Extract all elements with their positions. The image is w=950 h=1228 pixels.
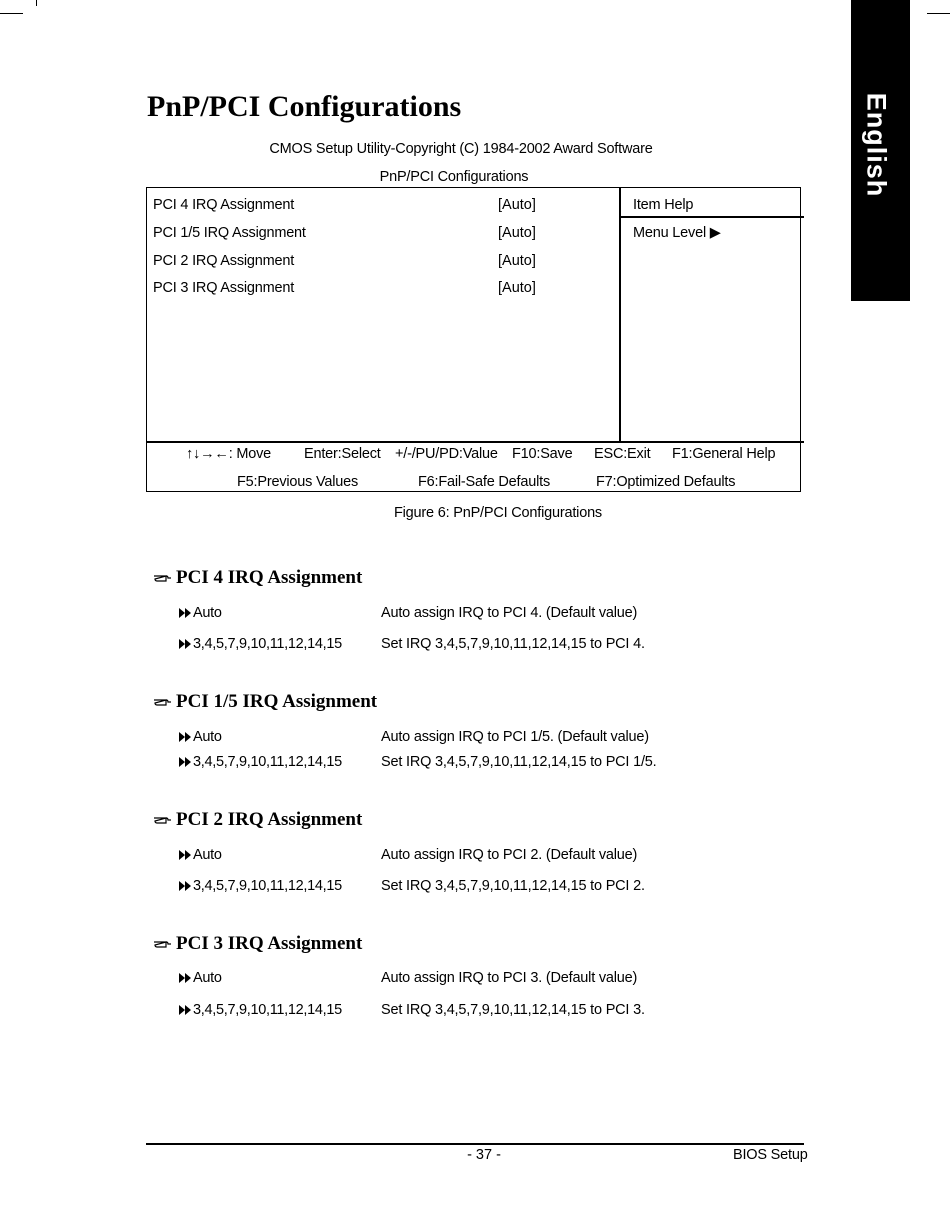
double-arrow-icon [178,732,192,742]
pointing-hand-icon [153,572,173,584]
option-value: 3,4,5,7,9,10,11,12,14,15 [193,1002,342,1018]
pointing-hand-icon [153,814,173,826]
option-item [178,729,222,745]
section-heading-pci3 [153,933,362,955]
section-title: PCI 4 IRQ Assignment [176,567,363,588]
page-number: - 37 - [467,1147,501,1163]
option-value: 3,4,5,7,9,10,11,12,14,15 [193,636,342,652]
language-tab-label: English [861,92,892,198]
section-heading-pci2 [153,809,362,831]
double-arrow-icon [178,850,192,860]
double-arrow-icon [178,1005,192,1015]
option-item [178,847,222,863]
option-description: Set IRQ 3,4,5,7,9,10,11,12,14,15 to PCI 1/5. [381,754,657,770]
footer-section-label: BIOS Setup [733,1147,808,1163]
pointing-hand-icon [153,696,173,708]
bios-option-pci3[interactable]: PCI 3 IRQ Assignment [153,280,295,296]
section-title: PCI 3 IRQ Assignment [176,933,363,954]
bios-option-pci15-value[interactable]: [Auto] [498,225,536,241]
keybar-divider [146,441,804,443]
option-item [178,636,342,652]
bios-option-pci2[interactable]: PCI 2 IRQ Assignment [153,253,295,269]
bios-screen-title: PnP/PCI Configurations [379,169,529,185]
option-description: Auto assign IRQ to PCI 4. (Default value) [381,605,638,621]
option-value: Auto [193,847,222,863]
bios-option-pci4[interactable]: PCI 4 IRQ Assignment [153,197,295,213]
section-title: PCI 1/5 IRQ Assignment [176,691,378,712]
double-arrow-icon [178,757,192,767]
double-arrow-icon [178,881,192,891]
option-description: Set IRQ 3,4,5,7,9,10,11,12,14,15 to PCI 3. [381,1002,645,1018]
menu-level-label: Menu Level ▶ [633,225,721,241]
option-value: Auto [193,605,222,621]
double-arrow-icon [178,973,192,983]
option-item [178,605,222,621]
crop-mark-top-left-vertical [36,0,37,6]
key-failsafe-defaults: F6:Fail-Safe Defaults [418,474,550,490]
footer-rule [146,1143,804,1145]
section-heading-pci15 [153,691,377,713]
bios-option-pci2-value[interactable]: [Auto] [498,253,536,269]
key-move: ↑↓→←: Move [186,446,272,462]
key-save: F10:Save [512,446,573,462]
option-value: 3,4,5,7,9,10,11,12,14,15 [193,754,342,770]
help-header-divider [619,216,804,218]
option-item [178,1002,342,1018]
option-value: Auto [193,970,222,986]
section-title: PCI 2 IRQ Assignment [176,809,363,830]
option-description: Auto assign IRQ to PCI 1/5. (Default value) [381,729,649,745]
bios-option-pci3-value[interactable]: [Auto] [498,280,536,296]
crop-mark-top-right [927,13,950,14]
pointing-hand-icon [153,938,173,950]
figure-caption: Figure 6: PnP/PCI Configurations [394,505,602,521]
key-general-help: F1:General Help [672,446,776,462]
key-previous-values: F5:Previous Values [237,474,359,490]
double-arrow-icon [178,639,192,649]
page-title: PnP/PCI Configurations [147,90,462,123]
option-item [178,754,342,770]
option-description: Auto assign IRQ to PCI 2. (Default value) [381,847,638,863]
bios-option-pci4-value[interactable]: [Auto] [498,197,536,213]
key-enter: Enter:Select [304,446,381,462]
key-value: +/-/PU/PD:Value [395,446,498,462]
option-item [178,970,222,986]
key-optimized-defaults: F7:Optimized Defaults [596,474,736,490]
crop-mark-top-left [0,13,23,14]
option-description: Set IRQ 3,4,5,7,9,10,11,12,14,15 to PCI 4. [381,636,645,652]
double-arrow-icon [178,608,192,618]
option-item [178,878,342,894]
option-value: 3,4,5,7,9,10,11,12,14,15 [193,878,342,894]
help-panel-divider [619,187,621,442]
option-description: Auto assign IRQ to PCI 3. (Default value) [381,970,638,986]
section-heading-pci4 [153,567,362,589]
option-description: Set IRQ 3,4,5,7,9,10,11,12,14,15 to PCI 2. [381,878,645,894]
key-exit: ESC:Exit [594,446,651,462]
option-value: Auto [193,729,222,745]
bios-option-pci15[interactable]: PCI 1/5 IRQ Assignment [153,225,306,241]
item-help-title: Item Help [633,197,694,213]
bios-utility-header: CMOS Setup Utility-Copyright (C) 1984-2002 Award Software [269,141,653,157]
